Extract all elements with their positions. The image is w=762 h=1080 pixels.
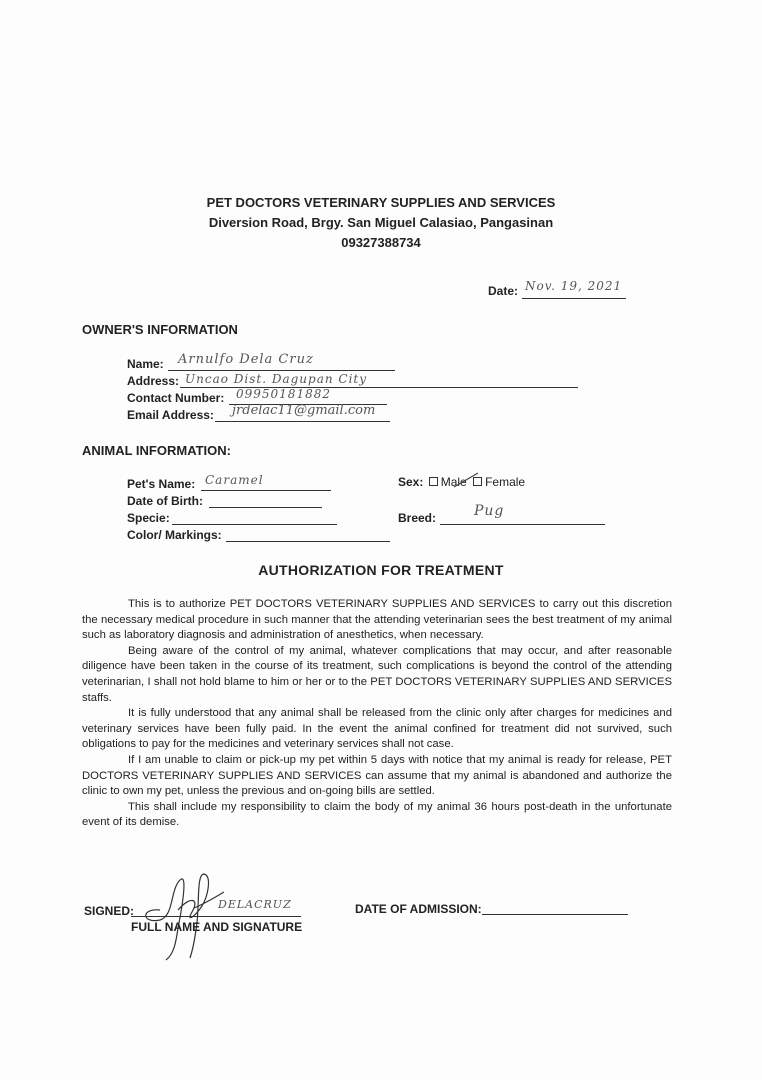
owner-name-line xyxy=(168,370,395,371)
admission-label: DATE OF ADMISSION: xyxy=(355,902,482,916)
signed-name: DELACRUZ xyxy=(218,898,292,911)
specie-line xyxy=(172,524,337,525)
specie-label: Specie: xyxy=(127,511,170,525)
male-label: Male xyxy=(440,475,467,489)
dob-line xyxy=(209,507,322,508)
color-line xyxy=(226,541,390,542)
owner-contact-value: 09950181882 xyxy=(236,387,331,401)
breed-value: Pug xyxy=(474,503,505,519)
female-label: Female xyxy=(485,475,526,489)
owner-name-label: Name: xyxy=(127,357,164,371)
owner-heading: OWNER'S INFORMATION xyxy=(82,322,238,337)
owner-contact-label: Contact Number: xyxy=(127,391,225,405)
owner-address-label: Address: xyxy=(127,374,180,388)
dob-label: Date of Birth: xyxy=(127,494,203,508)
authorization-body xyxy=(82,597,672,831)
owner-email-label: Email Address: xyxy=(127,408,214,422)
authorization-paragraph-2: Being aware of the control of my animal, whatever complications that may occur, and after reasonable diligence have been taken in the course of its treatment, such complications is beyond the control of the attending veterinarian, I shall not hold blame to him or her or to the PET DOCTORS VETERINARY SUPPLIES AND SERVICES staffs. xyxy=(82,644,672,704)
male-checkbox[interactable] xyxy=(429,477,438,486)
date-value: Nov. 19, 2021 xyxy=(525,279,623,293)
pet-name-line xyxy=(201,490,331,491)
date-line xyxy=(522,298,626,299)
breed-line xyxy=(440,524,605,525)
pet-name-label: Pet's Name: xyxy=(127,477,196,491)
signature-scribble xyxy=(130,868,250,962)
authorization-paragraph-4: If I am unable to claim or pick-up my pet within 5 days with notice that my animal is ready for release, PET DOCTORS VETERINARY SUPPLIES AND SERVICES can assume that my animal is abandoned and authorize the clinic to own my pet, unless the previous and on-going bills are settled. xyxy=(82,753,672,798)
authorization-title: AUTHORIZATION FOR TREATMENT xyxy=(258,562,504,578)
breed-label: Breed: xyxy=(398,511,437,525)
owner-address-value: Uncao Dist. Dagupan City xyxy=(185,372,368,386)
clinic-address: Diversion Road, Brgy. San Miguel Calasiao, Pangasinan xyxy=(208,215,554,230)
admission-line xyxy=(482,914,628,915)
signature-caption: FULL NAME AND SIGNATURE xyxy=(131,920,303,934)
owner-email-value: jrdelac11@gmail.com xyxy=(232,403,376,418)
authorization-paragraph-1: This is to authorize PET DOCTORS VETERINARY SUPPLIES AND SERVICES to carry out this discretion the necessary medical procedure in such manner that the attending veterinarian sees the best treatment of my animal such as laboratory diagnosis and administration of anesthetics, when necessary. xyxy=(82,598,672,642)
color-label: Color/ Markings: xyxy=(127,528,222,542)
animal-heading: ANIMAL INFORMATION: xyxy=(82,443,231,458)
owner-email-line xyxy=(215,421,390,422)
clinic-name: PET DOCTORS VETERINARY SUPPLIES AND SERVICES xyxy=(206,195,556,210)
date-label: Date: xyxy=(488,284,519,298)
clinic-phone: 09327388734 xyxy=(341,235,421,250)
sex-label: Sex: xyxy=(398,475,424,489)
pet-name-value: Caramel xyxy=(205,473,264,487)
authorization-paragraph-5: This shall include my responsibility to claim the body of my animal 36 hours post-death in the unfortunate event of its demise. xyxy=(82,800,672,829)
checkmark-icon xyxy=(452,470,482,492)
owner-name-value: Arnulfo Dela Cruz xyxy=(178,352,314,367)
signed-label: SIGNED: xyxy=(84,904,135,918)
authorization-paragraph-3: It is fully understood that any animal shall be released from the clinic only after charges for medicines and veterinary services have been fully paid. In the event the animal confined for treatment did not survived, such obligations to pay for the medicines and veterinary services shall not case. xyxy=(82,707,672,751)
